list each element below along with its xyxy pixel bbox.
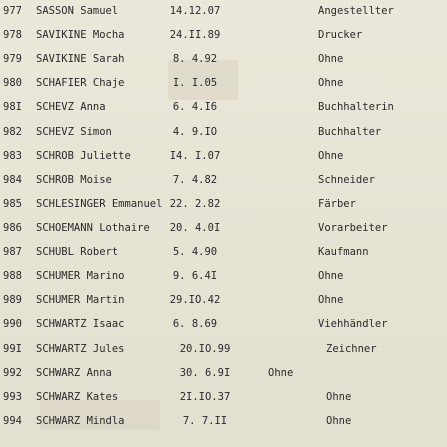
person-name: SCHWARZ Kates	[36, 391, 119, 403]
occupation: Ohne	[318, 77, 344, 89]
birth-date: 5. 4.90	[172, 246, 218, 258]
table-row	[0, 313, 447, 336]
person-name: SCHROB Moise	[36, 174, 112, 186]
person-name: SCHUBL Robert	[36, 246, 119, 258]
table-row	[0, 169, 447, 192]
row-number: 99I	[3, 343, 22, 355]
person-name: SCHUMER Martin	[36, 294, 125, 306]
occupation: Viehhändler	[318, 318, 388, 330]
occupation: Kaufmann	[318, 246, 369, 258]
birth-date: 20. 4.0I	[169, 222, 221, 234]
occupation: Ohne	[326, 391, 352, 403]
table-row	[0, 338, 447, 361]
occupation: Buchhalterin	[318, 101, 394, 113]
birth-date: 6. 4.I6	[172, 101, 218, 113]
birth-date: 9. 6.4I	[172, 270, 218, 282]
occupation: Buchhalter	[318, 126, 382, 138]
person-name: SAVIKINE Sarah	[36, 53, 125, 65]
table-row	[0, 121, 447, 144]
birth-date: 29.IO.42	[169, 294, 221, 306]
birth-date: 14.12.07	[169, 5, 221, 17]
occupation: Färber	[318, 198, 356, 210]
occupation: Ohne	[318, 53, 344, 65]
row-number: 989	[3, 294, 22, 306]
table-row	[0, 48, 447, 71]
birth-date: 20.IO.99	[179, 343, 231, 355]
birth-date: 7. 4.82	[172, 174, 218, 186]
row-number: 994	[3, 415, 22, 427]
birth-date: 4. 9.IO	[172, 126, 218, 138]
row-number: 979	[3, 53, 22, 65]
birth-date: 6. 8.69	[172, 318, 218, 330]
row-number: 984	[3, 174, 22, 186]
table-row	[0, 217, 447, 240]
person-name: SASSON Samuel	[36, 5, 119, 17]
occupation: Ohne	[318, 270, 344, 282]
row-number: 990	[3, 318, 22, 330]
occupation: Drucker	[318, 29, 363, 41]
birth-date: 22. 2.82	[169, 198, 221, 210]
row-number: 985	[3, 198, 22, 210]
row-number: 983	[3, 150, 22, 162]
table-row	[0, 0, 447, 23]
table-row	[0, 362, 447, 385]
table-row	[0, 24, 447, 47]
birth-date: 8. 4.92	[172, 53, 218, 65]
person-name: SCHROB Juliette	[36, 150, 131, 162]
table-row	[0, 145, 447, 168]
occupation: Ohne	[318, 294, 344, 306]
birth-date: 24.II.89	[169, 29, 221, 41]
person-name: SCHWARZ Mindla	[36, 415, 125, 427]
row-number: 980	[3, 77, 22, 89]
row-number: 982	[3, 126, 22, 138]
person-name: SCHWARZ Anna	[36, 367, 112, 379]
row-number: 993	[3, 391, 22, 403]
occupation: Ohne	[326, 415, 352, 427]
table-row	[0, 96, 447, 119]
row-number: 978	[3, 29, 22, 41]
row-number: 992	[3, 367, 22, 379]
person-name: SCHEVZ Anna	[36, 101, 106, 113]
table-row	[0, 265, 447, 288]
table-row	[0, 386, 447, 409]
person-name: SCHEVZ Simon	[36, 126, 112, 138]
person-name: SCHAFIER Chaje	[36, 77, 125, 89]
row-number: 988	[3, 270, 22, 282]
person-name: SCHUMER Marino	[36, 270, 125, 282]
person-name: SCHOEMANN Lothaire	[36, 222, 150, 234]
row-number: 977	[3, 5, 22, 17]
birth-date: 30. 6.9I	[179, 367, 231, 379]
person-name: SCHLESINGER Emmanuel	[36, 198, 163, 210]
row-number: 986	[3, 222, 22, 234]
row-number: 98I	[3, 101, 22, 113]
birth-date: 7. 7.II	[182, 415, 228, 427]
row-number: 987	[3, 246, 22, 258]
birth-date: I. I.05	[172, 77, 218, 89]
occupation: Schneider	[318, 174, 375, 186]
table-row	[0, 193, 447, 216]
occupation: Zeichner	[326, 343, 377, 355]
occupation: Angestellter	[318, 5, 394, 17]
table-row	[0, 410, 447, 433]
occupation: Ohne	[318, 150, 344, 162]
person-name: SCHWARTZ Isaac	[36, 318, 125, 330]
occupation: Vorarbeiter	[318, 222, 388, 234]
birth-date: I4. I.07	[169, 150, 221, 162]
birth-date: 2I.IO.37	[179, 391, 231, 403]
table-row	[0, 72, 447, 95]
table-row	[0, 289, 447, 312]
person-name: SCHWARTZ Jules	[36, 343, 125, 355]
person-name: SAVIKINE Mocha	[36, 29, 125, 41]
occupation: Ohne	[268, 367, 294, 379]
table-row	[0, 241, 447, 264]
